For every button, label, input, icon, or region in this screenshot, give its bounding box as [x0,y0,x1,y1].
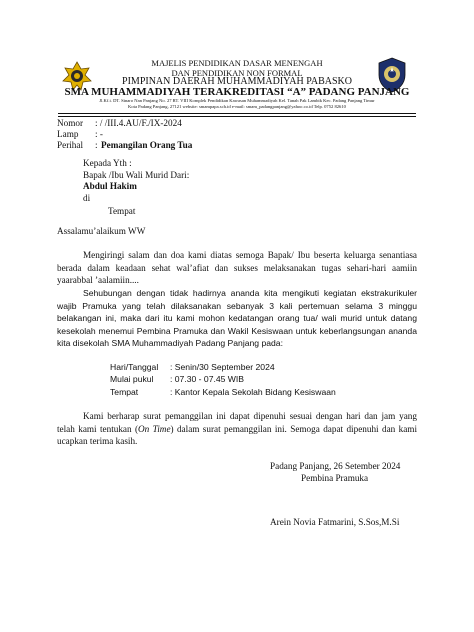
nomor-value: : / /III.4.AU/F./IX-2024 [95,118,182,128]
school-address-line-2: Kota Padang Panjang, 27121 website: smampapa.sch.id e-mail: smam_padangpanjang@yahoo.co.id Telp. 0752 82610 [128,104,346,109]
schedule-place-value: : Kantor Kepala Sekolah Bidang Kesiswaan [170,387,336,397]
schedule-day-value: : Senin/30 September 2024 [170,362,275,372]
closing-role: Pembina Pramuka [301,473,369,483]
recipient-di: di [83,193,91,203]
closing-text-part-2: ) dalam surat pemanggilan ini. Semoga dapat dipenuhi dan kami ucapkan terima kasih. [57,423,417,447]
letterhead-line-3: PIMPINAN DAERAH MUHAMMADIYAH PABASKO [122,76,352,87]
letterhead-divider-thin [58,116,416,117]
schedule-place-label: Tempat [110,387,139,397]
schedule-time-value: : 07.30 - 07.45 WIB [170,374,245,384]
school-name: SMA MUHAMMADIYAH TERAKREDITASI “A” PADANG PANJANG [64,86,410,98]
perihal-value: Pemangilan Orang Tua [101,140,193,150]
letterhead-line-2: DAN PENDIDIKAN NON FORMAL [171,68,303,78]
recipient-name: Abdul Hakim [83,181,137,191]
letterhead-divider-thick [58,113,416,114]
closing-text-part-1: Kami berharap surat pemanggilan ini dapat dipenuhi sesuai dengan hari dan jam yang telah kami tentukan ( [57,411,417,434]
signer-name: Arein Novia Fatmarini, S.Sos,M.Si [270,517,400,527]
nomor-label: Nomor [57,118,84,128]
school-address-line-1: Jl.Kf.i. DT. Sinaro Nan Panjang No. 27 RT. VIII Komplek Pendidikan Kawasan Muhammadiyah Kel. Tanah Pak Lambik Kec. Padang Panjang Timur [99,98,375,103]
lamp-label: Lamp [57,129,79,139]
schedule-time-label: Mulai pukul [110,374,154,384]
perihal-label: Perihal [57,140,84,150]
schedule-day-label: Hari/Tanggal [110,362,159,372]
on-time-emphasis: On Time [138,423,171,434]
lamp-value: : - [95,129,103,139]
paragraph-reason: Sehubungan dengan tidak hadirnya ananda kita mengikuti kegiatan ekstrakurikuler wajib Pramuka yang telah dilaksanakan sebanyak 3 kali pertemuan selama 3 minggu belakangan ini, maka dari itu kami mohon kedatangan orang tua/ wali murid untuk datang kesekolah menemui Pembina Pramuka dan Wakil Kesiswaan untuk keberlangsungan ananda kita disekolah SMA Muhammadiyah Padang Panjang pada: [57,288,417,349]
letterhead-line-1: MAJELIS PENDIDIKAN DASAR MENENGAH [151,58,323,68]
recipient-place: Tempat [108,206,136,216]
closing-place-date: Padang Panjang, 26 Setember 2024 [270,461,401,471]
perihal-colon: : [95,140,98,150]
paragraph-closing [57,410,417,448]
recipient-parent: Bapak /Ibu Wali Murid Dari: [83,170,190,180]
greeting: Assalamu’alaikum WW [57,226,146,236]
recipient-to: Kepada Yth : [83,158,132,168]
paragraph-opening: Mengiringi salam dan doa kami diatas semoga Bapak/ Ibu beserta keluarga senantiasa berada dalam keadaan sehat wal’afiat dan sukses melaksanakan tugas sehari-hari aamiin yaarabbal ’aalamiin.... [57,250,417,286]
